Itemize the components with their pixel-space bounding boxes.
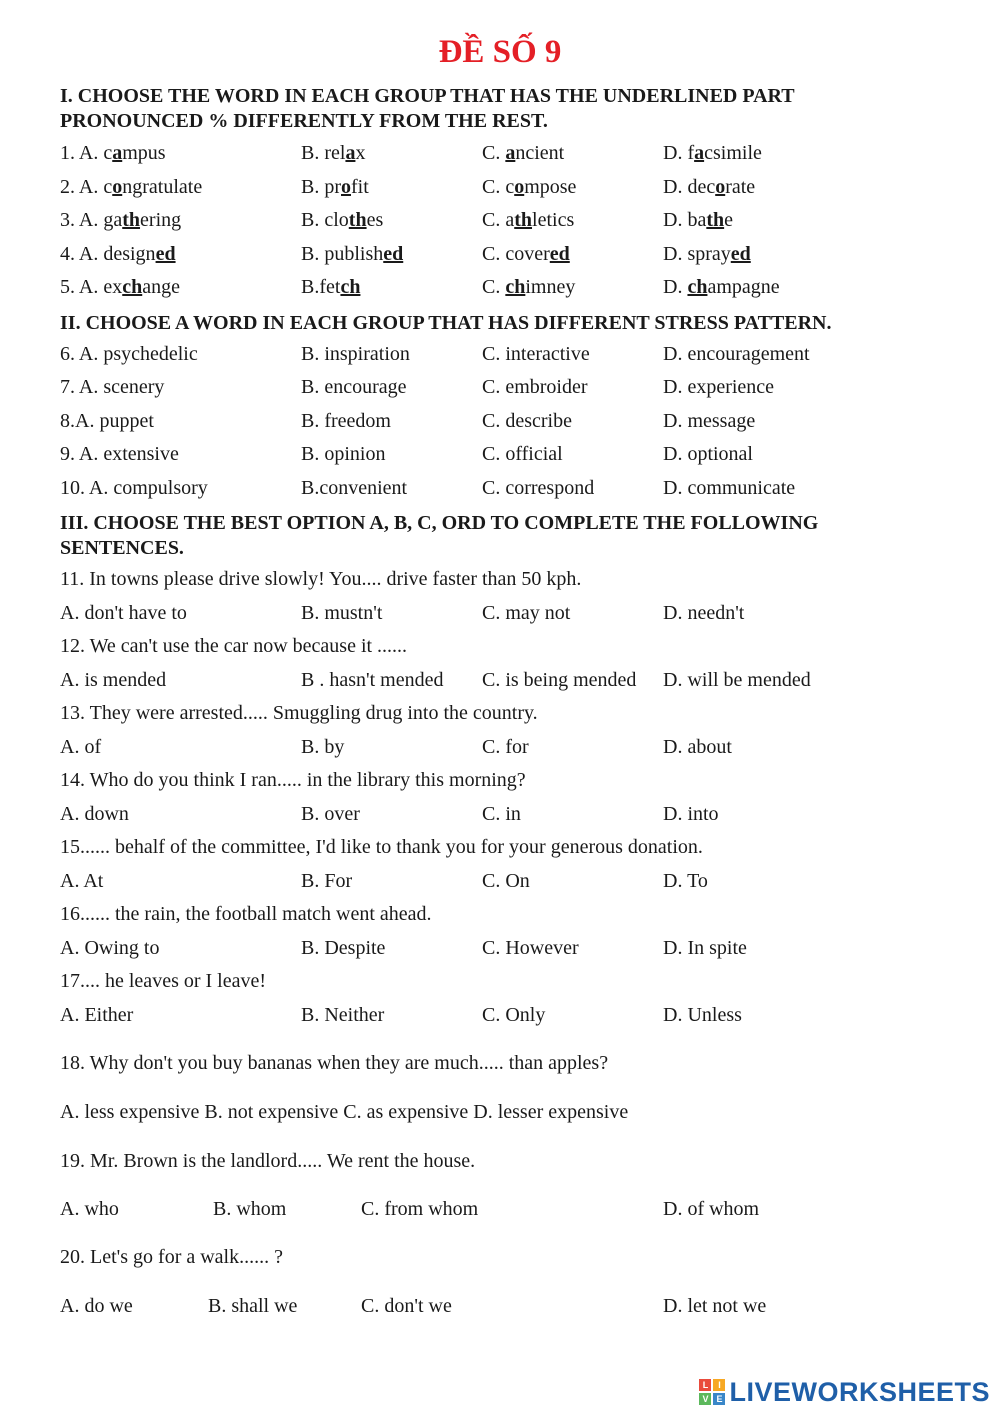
q8-option-b[interactable]: B. freedom (301, 410, 391, 432)
q12-option-d[interactable]: D. will be mended (663, 669, 811, 691)
q1-option-b[interactable]: B. relax (301, 142, 366, 164)
q4-option-b[interactable]: B. published (301, 243, 404, 265)
underlined-part: th (348, 209, 367, 231)
question-number: 3. A. (60, 209, 104, 231)
liveworksheets-brand (699, 1377, 990, 1407)
q19-option-d[interactable]: D. of whom (663, 1198, 760, 1220)
q5-option-d[interactable]: D. champagne (663, 276, 780, 298)
q19-option-c[interactable]: C. from whom (361, 1198, 479, 1220)
underlined-part: th (706, 209, 725, 231)
section-3-heading (60, 511, 940, 561)
q17-option-b[interactable]: B. Neither (301, 1004, 385, 1026)
q6-option-c[interactable]: C. interactive (482, 343, 590, 365)
q4-option-a[interactable]: 4. A. designed (60, 243, 176, 265)
underlined-part: ed (549, 243, 570, 265)
q12-option-a[interactable]: A. is mended (60, 669, 167, 691)
underlined-part: ch (340, 276, 361, 298)
q17-option-a[interactable]: A. Either (60, 1004, 134, 1026)
q15-option-d[interactable]: D. To (663, 870, 708, 892)
q8-option-a[interactable]: 8.A. puppet (60, 410, 154, 432)
section-1-heading-line1: I. CHOOSE THE WORD IN EACH GROUP THAT HAS THE UNDERLINED PART (60, 85, 795, 107)
q7-option-d[interactable]: D. experience (663, 376, 775, 398)
q6-option-d[interactable]: D. encouragement (663, 343, 810, 365)
q17-option-c[interactable]: C. Only (482, 1004, 546, 1026)
underlined-part: ch (505, 276, 526, 298)
question-14: 14. Who do you think I ran..... in the library this morning? (60, 769, 526, 791)
q9-option-d[interactable]: D. optional (663, 443, 753, 465)
underlined-part: ed (155, 243, 176, 265)
section-3-heading-line2: SENTENCES. (60, 537, 184, 559)
q15-option-b[interactable]: B. For (301, 870, 353, 892)
question-number: 5. A. (60, 276, 104, 298)
underlined-part: ch (122, 276, 143, 298)
underlined-part: a (112, 142, 123, 164)
q16-option-b[interactable]: B. Despite (301, 937, 386, 959)
question-20: 20. Let's go for a walk...... ? (60, 1246, 283, 1268)
q11-option-c[interactable]: C. may not (482, 602, 571, 624)
q13-option-a[interactable]: A. of (60, 736, 102, 758)
underlined-part: a (345, 142, 356, 164)
q6-option-b[interactable]: B. inspiration (301, 343, 410, 365)
question-17: 17.... he leaves or I leave! (60, 970, 267, 992)
q3-option-a[interactable]: 3. A. gathering (60, 209, 182, 231)
q7-option-a[interactable]: 7. A. scenery (60, 376, 165, 398)
q2-option-a[interactable]: 2. A. congratulate (60, 176, 203, 198)
q9-option-b[interactable]: B. opinion (301, 443, 386, 465)
q19-option-b[interactable]: B. whom (213, 1198, 287, 1220)
liveworksheets-logo-icon (699, 1379, 725, 1405)
q2-option-d[interactable]: D. decorate (663, 176, 756, 198)
q13-option-d[interactable]: D. about (663, 736, 732, 758)
liveworksheets-text: LIVEWORKSHEETS (729, 1376, 990, 1407)
logo-letter-v: V (699, 1393, 711, 1405)
q10-option-b[interactable]: B.convenient (301, 477, 408, 499)
q19-option-a[interactable]: A. who (60, 1198, 119, 1220)
section-3-heading-line1: III. CHOOSE THE BEST OPTION A, B, C, ORD TO COMPLETE THE FOLLOWING (60, 512, 819, 534)
q20-option-b[interactable]: B. shall we (208, 1295, 298, 1317)
q20-option-d[interactable]: D. let not we (663, 1295, 767, 1317)
q4-option-c[interactable]: C. covered (482, 243, 570, 265)
q17-option-d[interactable]: D. Unless (663, 1004, 742, 1026)
q20-option-a[interactable]: A. do we (60, 1295, 133, 1317)
underlined-part: th (514, 209, 533, 231)
question-number: 1. A. (60, 142, 104, 164)
underlined-part: ed (383, 243, 404, 265)
q14-option-b[interactable]: B. over (301, 803, 360, 825)
q9-option-c[interactable]: C. official (482, 443, 563, 465)
q16-option-a[interactable]: A. Owing to (60, 937, 160, 959)
underlined-part: a (505, 142, 516, 164)
question-number: 4. A. (60, 243, 104, 265)
q13-option-b[interactable]: B. by (301, 736, 345, 758)
q1-option-a[interactable]: 1. A. campus (60, 142, 166, 164)
q7-option-b[interactable]: B. encourage (301, 376, 407, 398)
q14-option-d[interactable]: D. into (663, 803, 719, 825)
underlined-part: o (514, 176, 525, 198)
q14-option-a[interactable]: A. down (60, 803, 129, 825)
underlined-part: th (122, 209, 141, 231)
q1-option-c[interactable]: C. ancient (482, 142, 565, 164)
q7-option-c[interactable]: C. embroider (482, 376, 588, 398)
underlined-part: o (112, 176, 123, 198)
page-title: ĐỀ SỐ 9 (438, 34, 562, 70)
q3-option-d[interactable]: D. bathe (663, 209, 734, 231)
question-11: 11. In towns please drive slowly! You.... drive faster than 50 kph. (60, 568, 582, 590)
q16-option-d[interactable]: D. In spite (663, 937, 747, 959)
question-12: 12. We can't use the car now because it ...... (60, 635, 408, 657)
q13-option-c[interactable]: C. for (482, 736, 529, 758)
underlined-part: ch (687, 276, 708, 298)
section-1-heading-line2: PRONOUNCED % DIFFERENTLY FROM THE REST. (60, 110, 548, 132)
q10-option-c[interactable]: C. correspond (482, 477, 595, 499)
question-number: 2. A. (60, 176, 104, 198)
q10-option-d[interactable]: D. communicate (663, 477, 796, 499)
question-19: 19. Mr. Brown is the landlord..... We rent the house. (60, 1150, 476, 1172)
question-18: 18. Why don't you buy bananas when they are much..... than apples? (60, 1052, 609, 1074)
q9-option-a[interactable]: 9. A. extensive (60, 443, 179, 465)
q6-option-a[interactable]: 6. A. psychedelic (60, 343, 198, 365)
logo-letter-l: L (699, 1379, 711, 1391)
question-13: 13. They were arrested..... Smuggling drug into the country. (60, 702, 538, 724)
logo-letter-e: E (713, 1393, 725, 1405)
section-1-heading (60, 84, 940, 134)
underlined-part: o (715, 176, 726, 198)
q15-option-c[interactable]: C. On (482, 870, 530, 892)
underlined-part: ed (730, 243, 751, 265)
q11-option-b[interactable]: B. mustn't (301, 602, 383, 624)
logo-letter-i: I (713, 1379, 725, 1391)
q10-option-a[interactable]: 10. A. compulsory (60, 477, 208, 499)
section-2-heading: II. CHOOSE A WORD IN EACH GROUP THAT HAS DIFFERENT STRESS PATTERN. (60, 312, 832, 334)
q2-option-b[interactable]: B. profit (301, 176, 369, 198)
q8-option-d[interactable]: D. message (663, 410, 756, 432)
q15-option-a[interactable]: A. At (60, 870, 104, 892)
q12-option-c[interactable]: C. is being mended (482, 669, 637, 691)
q2-option-c[interactable]: C. compose (482, 176, 577, 198)
q8-option-c[interactable]: C. describe (482, 410, 572, 432)
q11-option-d[interactable]: D. needn't (663, 602, 745, 624)
q16-option-c[interactable]: C. However (482, 937, 579, 959)
q18-options[interactable]: A. less expensive B. not expensive C. as expensive D. lesser expensive (60, 1101, 629, 1123)
q14-option-c[interactable]: C. in (482, 803, 521, 825)
q3-option-b[interactable]: B. clothes (301, 209, 384, 231)
question-16: 16...... the rain, the football match went ahead. (60, 903, 432, 925)
q12-option-b[interactable]: B . hasn't mended (301, 669, 444, 691)
q4-option-d[interactable]: D. sprayed (663, 243, 751, 265)
question-15: 15...... behalf of the committee, I'd like to thank you for your generous donation. (60, 836, 703, 858)
q1-option-d[interactable]: D. facsimile (663, 142, 762, 164)
q5-option-b[interactable]: B.fetch (301, 276, 361, 298)
q3-option-c[interactable]: C. athletics (482, 209, 575, 231)
q11-option-a[interactable]: A. don't have to (60, 602, 187, 624)
q20-option-c[interactable]: C. don't we (361, 1295, 452, 1317)
q5-option-c[interactable]: C. chimney (482, 276, 576, 298)
underlined-part: o (341, 176, 351, 198)
q5-option-a[interactable]: 5. A. exchange (60, 276, 180, 298)
underlined-part: a (694, 142, 705, 164)
